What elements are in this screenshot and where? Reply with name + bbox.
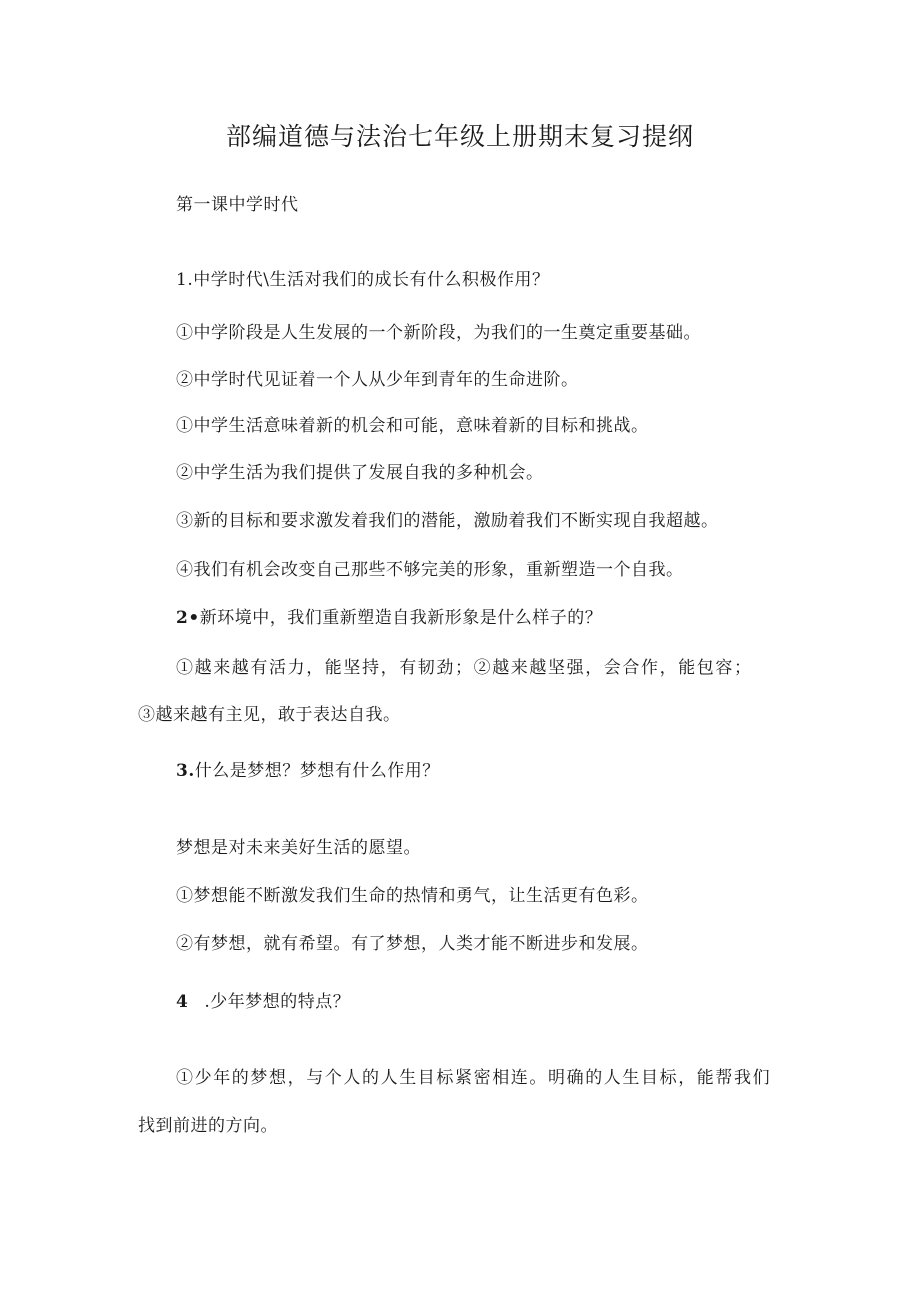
question-4-text: .少年梦想的特点？ bbox=[204, 992, 351, 1012]
q1-answer-4: ②中学生活为我们提供了发展自我的多种机会。 bbox=[176, 463, 544, 483]
q2-answer-line-2: ③越来越有主见，敢于表达自我。 bbox=[138, 705, 401, 725]
q4-answer-line-1: ①少年的梦想，与个人的人生目标紧密相连。明确的人生目标，能帮我们 bbox=[176, 1068, 772, 1088]
q1-answer-5: ③新的目标和要求激发着我们的潜能，激励着我们不断实现自我超越。 bbox=[176, 511, 719, 531]
q3-answer-1: ①梦想能不断激发我们生命的热情和勇气，让生活更有色彩。 bbox=[176, 886, 649, 906]
document-title: 部编道德与法治七年级上册期末复习提纲 bbox=[225, 122, 694, 151]
q1-answer-6: ④我们有机会改变自己那些不够完美的形象，重新塑造一个自我。 bbox=[176, 560, 684, 580]
question-3 bbox=[176, 759, 440, 783]
q3-definition: 梦想是对未来美好生活的愿望。 bbox=[176, 838, 421, 858]
question-4-number: 4 bbox=[176, 992, 189, 1012]
question-3-text: 什么是梦想？梦想有什么作用？ bbox=[194, 761, 440, 781]
question-2 bbox=[176, 606, 602, 630]
q3-answer-2: ②有梦想，就有希望。有了梦想，人类才能不断进步和发展。 bbox=[176, 934, 649, 954]
q1-answer-2: ②中学时代见证着一个人从少年到青年的生命进阶。 bbox=[176, 370, 579, 390]
question-2-number: 2• bbox=[176, 608, 200, 628]
question-2-text: 新环境中，我们重新塑造自我新形象是什么样子的？ bbox=[199, 608, 603, 628]
q2-answer-line-1: ①越来越有活力，能坚持，有韧劲；②越来越坚强，会合作，能包容； bbox=[176, 658, 753, 678]
question-3-number: 3. bbox=[176, 761, 195, 781]
lesson-heading: 第一课中学时代 bbox=[176, 195, 299, 215]
q4-answer-line-2: 找到前进的方向。 bbox=[138, 1116, 278, 1136]
q1-answer-3: ①中学生活意味着新的机会和可能，意味着新的目标和挑战。 bbox=[176, 416, 649, 436]
question-1: 1.中学时代\生活对我们的成长有什么积极作用？ bbox=[176, 270, 550, 290]
question-4 bbox=[176, 990, 350, 1014]
q1-answer-1: ①中学阶段是人生发展的一个新阶段，为我们的一生奠定重要基础。 bbox=[176, 323, 701, 343]
